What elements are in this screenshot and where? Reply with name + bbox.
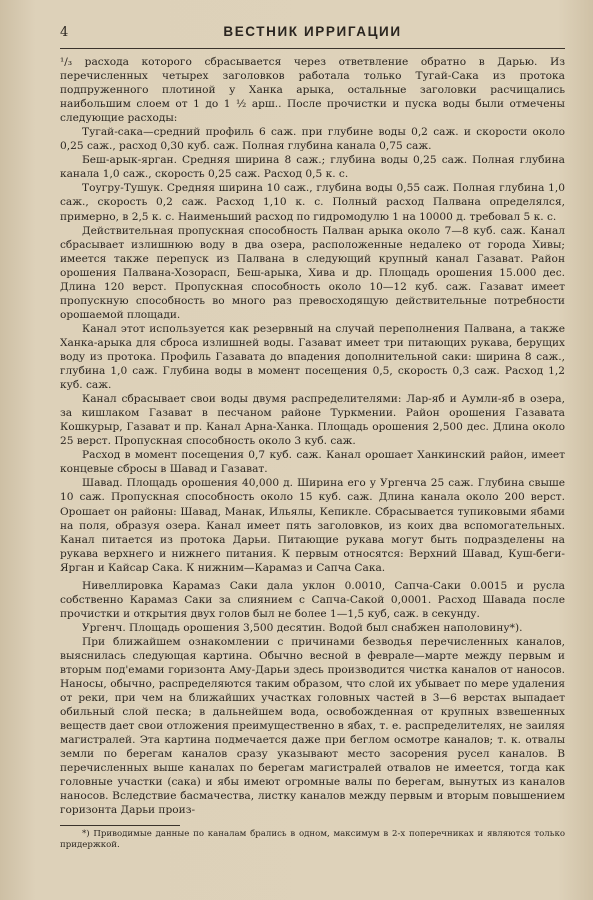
paragraph: ¹/₃ расхода которого сбрасывается через ответвление обратно в Дарью. Из перечисленных четырех заголовков работала только Тугай-Сака из протока подпруженного плотиной у Ханка арыка, остальные заголовки расчищались наибольшим слоем от 1 до 1 ½ арш.. После прочистки и пуска воды были отмечены следующие расходы: xyxy=(60,56,565,125)
paragraph: Канал сбрасывает свои воды двумя распределителями: Лар-яб и Аумли-яб в озера, за кишлаком Газават в песчаном районе Туркмении. Район орошения Газавата Кошкурыр, Газават и пр. Канал Арна-Ханка. Площадь орошения 2,500 дес. Длина около 25 верст. Пропускная способность около 3 куб. саж. xyxy=(60,393,565,448)
page-number: 4 xyxy=(60,25,69,40)
footnote: *) Приводимые данные по каналам брались в одном, максимум в 2-х поперечниках и являются только придержкой. xyxy=(60,828,565,850)
paragraph: Расход в момент посещения 0,7 куб. саж. Канал орошает Ханкинский район, имеет концевые сбросы в Шавад и Газават. xyxy=(60,449,565,476)
paragraph: Действительная пропускная способность Палван арыка около 7—8 куб. саж. Канал сбрасывает излишнюю воду в два озера, расположенные недалеко от города Хивы; имеется также перепуск из Палвана в следующий крупный канал Газават. Район орошения Палвана-Хозорасп, Беш-арыка, Хива и др. Площадь орошения 15.000 дес. Длина 120 верст. Пропускная способность около 10—12 куб. саж. Газават имеет пропускную способность во много раз превосходящую действительные потребности орошаемой площади. xyxy=(60,224,565,321)
paragraph: Ургенч. Площадь орошения 3,500 десятин. Водой был снабжен наполовину*). xyxy=(82,621,523,634)
paragraph: Тоугру-Тушук. Средняя ширина 10 саж., глубина воды 0,55 саж. Полная глубина 1,0 саж., скорость 0,2 саж. Расход 1,10 к. с. Полный расход Палвана определялся, примерно, в 2,5 к. с. Наименьший расход по гидромодулю 1 на 10000 д. требовал 5 к. с. xyxy=(60,182,565,223)
footnote-divider xyxy=(60,825,180,826)
body-text xyxy=(60,55,565,818)
paragraph: Нивеллировка Карамаз Саки дала уклон 0.0010, Сапча-Саки 0.0015 и русла собственно Карамаз Саки за слиянием с Сапча-Сакой 0,0001. Расход Шавада после прочистки и открытия двух голов был не более 1—1,5 куб, саж. в секунду. xyxy=(60,579,565,620)
paragraph: При ближайшем ознакомлении с причинами безводья перечисленных каналов, выяснилась следующая картина. Обычно весной в феврале—марте между первым и вторым под'емами горизонта Аму-Дарьи здесь производится чистка каналов от наносов. Наносы, обычно, распределяются таким образом, что слой их убывает по мере удаления от реки, при чем на ближайших участках головных частей в 3—6 верстах выпадает обильный слой песка; в дальнейшем вода, освобожденная от крупных взвешенных веществ дает свои отложения преимущественно в ябах, т. е. распределителях, не заиляя магистралей. Эта картина подмечается даже при беглом осмотре каналов; т. к. отвалы земли по берегам каналов сразу указывают место засорения русел каналов. В перечисленных выше каналах по берегам магистралей отвалов не имеется, тогда как головные участки (сака) и ябы имеют огромные валы по берегам, вынутых из каналов наносов. Вследствие басмачества, листку каналов между первым и вторым повышением горизонта Дарьи произ- xyxy=(60,635,565,817)
paragraph: Беш-арык-ярган. Средняя ширина 8 саж.; глубина воды 0,25 саж. Полная глубина канала 1,0 саж., скорость 0,25 саж. Расход 0,5 к. с. xyxy=(60,154,565,181)
paragraph: Шавад. Площадь орошения 40,000 д. Ширина его у Ургенча 25 саж. Глубина свыше 10 саж. Пропускная способность около 15 куб. саж. Длина канала около 200 верст. Орошает он районы: Шавад, Манак, Ильялы, Кепикле. Сбрасывается тупиковыми ябами на поля, образуя озера. Канал имеет пять заголовков, из коих два вспомогательных. Канал питается из протока Дарьи. Питающие рукава могут быть подразделены на рукава верхнего и нижнего питания. К первым относятся: Верхний Шавад, Куш-беги-Ярган и Кайсар Сака. К нижним—Карамаз и Сапча Сака. xyxy=(60,477,565,574)
paragraph: Канал этот используется как резервный на случай переполнения Палвана, а также Ханка-арыка для сброса излишней воды. Газават имеет три питающих рукава, берущих воду из протока. Профиль Газавата до впадения дополнительной саки: ширина 8 саж., глубина 1,0 саж. Глубина воды в момент посещения 0,5, скорость 0,3 саж. Расход 1,2 куб. саж. xyxy=(60,322,565,392)
page-header xyxy=(60,24,565,49)
running-title: ВЕСТНИК ИРРИГАЦИИ xyxy=(223,24,402,39)
paragraph: Тугай-сака—средний профиль 6 саж. при глубине воды 0,2 саж. и скорости около 0,25 саж., расход 0,30 куб. саж. Полная глубина канала 0,75 саж. xyxy=(60,126,565,153)
